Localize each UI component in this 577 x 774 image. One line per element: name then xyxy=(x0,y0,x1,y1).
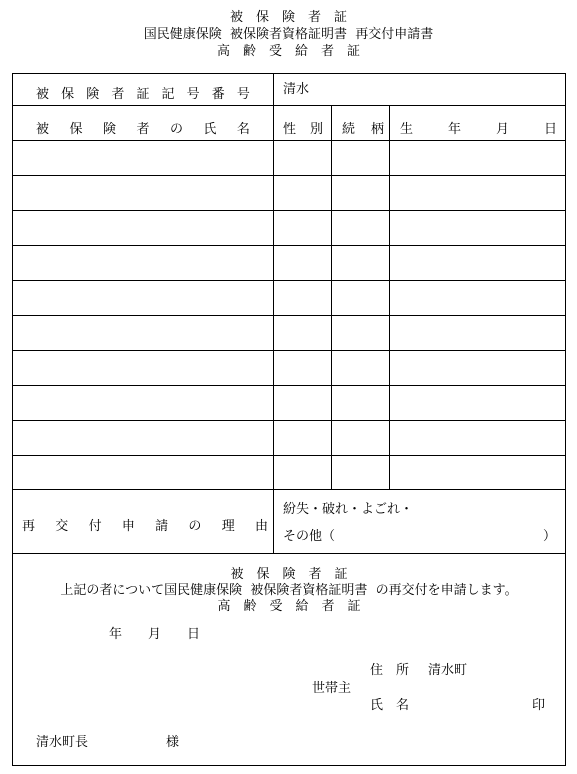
number-label-char: 号 xyxy=(236,87,250,102)
col-name-char: 険 xyxy=(102,122,116,137)
row-3-name-cell[interactable] xyxy=(13,211,273,245)
number-label xyxy=(36,83,250,102)
col-name-char: 保 xyxy=(69,122,83,137)
row-4-name-cell[interactable] xyxy=(13,246,273,280)
addressee: 清水町長 xyxy=(36,735,89,750)
number-label-char: 険 xyxy=(86,87,100,102)
row-divider xyxy=(12,553,566,554)
col-sex-header xyxy=(283,118,323,137)
address-label: 住 所 xyxy=(370,663,410,678)
col-relation-char: 柄 xyxy=(370,122,384,137)
row-1-sex-cell[interactable] xyxy=(274,141,331,175)
seal-mark: 印 xyxy=(532,698,546,713)
col-relation-header xyxy=(342,118,384,137)
col-name-char: 氏 xyxy=(203,122,217,137)
row-8-relation-cell[interactable] xyxy=(332,386,389,420)
row-divider xyxy=(12,105,566,106)
col-name-char: 名 xyxy=(236,122,250,137)
reason-label xyxy=(22,515,268,534)
col-sex-char: 性 xyxy=(283,122,297,137)
number-label-char: 証 xyxy=(136,87,150,102)
row-1-name-cell[interactable] xyxy=(13,141,273,175)
col-name-char: 者 xyxy=(136,122,150,137)
row-7-sex-cell[interactable] xyxy=(274,351,331,385)
row-4-sex-cell[interactable] xyxy=(274,246,331,280)
row-7-name-cell[interactable] xyxy=(13,351,273,385)
reason-label-char: の xyxy=(188,519,202,534)
col-birth-header xyxy=(400,118,557,137)
row-6-birth-cell[interactable] xyxy=(390,316,565,350)
row-6-relation-cell[interactable] xyxy=(332,316,389,350)
col-relation-char: 続 xyxy=(342,122,356,137)
header-line-2: 国民健康保険 被保険者資格証明書 再交付申請書 xyxy=(143,27,434,42)
number-label-char: 被 xyxy=(36,87,50,102)
row-9-relation-cell[interactable] xyxy=(332,421,389,455)
reason-other: その他（ xyxy=(283,529,336,544)
row-3-sex-cell[interactable] xyxy=(274,211,331,245)
row-2-name-cell[interactable] xyxy=(13,176,273,210)
number-value: 清水 xyxy=(283,82,310,97)
row-5-name-cell[interactable] xyxy=(13,281,273,315)
number-label-char: 番 xyxy=(211,87,225,102)
row-2-relation-cell[interactable] xyxy=(332,176,389,210)
row-10-sex-cell[interactable] xyxy=(274,456,331,490)
col-name-header xyxy=(36,118,250,137)
reason-label-char: 申 xyxy=(121,519,135,534)
number-label-char: 者 xyxy=(111,87,125,102)
number-label-char: 記 xyxy=(161,87,175,102)
row-9-name-cell[interactable] xyxy=(13,421,273,455)
reason-close-paren: ） xyxy=(543,529,557,544)
statement-line-3: 高 齢 受 給 者 証 xyxy=(217,599,361,614)
reason-label-char: 由 xyxy=(254,519,268,534)
row-5-birth-cell[interactable] xyxy=(390,281,565,315)
row-3-relation-cell[interactable] xyxy=(332,211,389,245)
reason-label-char: 理 xyxy=(221,519,235,534)
statement-line-1: 被 保 険 者 証 xyxy=(230,567,348,582)
row-8-birth-cell[interactable] xyxy=(390,386,565,420)
reason-label-char: 交 xyxy=(55,519,69,534)
row-2-sex-cell[interactable] xyxy=(274,176,331,210)
honorific: 様 xyxy=(166,735,180,750)
birth-label-month: 月 xyxy=(495,122,509,137)
birth-label-year-prefix: 生 xyxy=(400,122,414,137)
row-6-sex-cell[interactable] xyxy=(274,316,331,350)
row-5-relation-cell[interactable] xyxy=(332,281,389,315)
row-2-birth-cell[interactable] xyxy=(390,176,565,210)
birth-label-year: 年 xyxy=(447,122,461,137)
number-label-char: 号 xyxy=(186,87,200,102)
row-10-birth-cell[interactable] xyxy=(390,456,565,490)
header-line-1: 被 保 険 者 証 xyxy=(229,10,347,25)
reason-label-char: 再 xyxy=(22,519,36,534)
row-9-birth-cell[interactable] xyxy=(390,421,565,455)
name-label: 氏 名 xyxy=(370,698,410,713)
reason-label-char: 付 xyxy=(88,519,102,534)
address-value: 清水町 xyxy=(428,663,468,678)
row-8-sex-cell[interactable] xyxy=(274,386,331,420)
row-8-name-cell[interactable] xyxy=(13,386,273,420)
row-3-birth-cell[interactable] xyxy=(390,211,565,245)
row-7-birth-cell[interactable] xyxy=(390,351,565,385)
row-1-birth-cell[interactable] xyxy=(390,141,565,175)
col-name-char: の xyxy=(169,122,183,137)
number-label-char: 保 xyxy=(61,87,75,102)
row-7-relation-cell[interactable] xyxy=(332,351,389,385)
header-line-3: 高 齢 受 給 者 証 xyxy=(216,44,360,59)
statement-line-2: 上記の者について国民健康保険 被保険者資格証明書 の再交付を申請します。 xyxy=(60,583,518,598)
row-4-relation-cell[interactable] xyxy=(332,246,389,280)
birth-label-day: 日 xyxy=(543,122,557,137)
row-9-sex-cell[interactable] xyxy=(274,421,331,455)
householder-label: 世帯主 xyxy=(312,681,352,696)
row-10-name-cell[interactable] xyxy=(13,456,273,490)
row-4-birth-cell[interactable] xyxy=(390,246,565,280)
reason-label-char: 請 xyxy=(155,519,169,534)
date-field: 年 月 日 xyxy=(109,627,201,642)
col-sex-char: 別 xyxy=(309,122,323,137)
row-1-relation-cell[interactable] xyxy=(332,141,389,175)
reason-line-1: 紛失・破れ・よごれ・ xyxy=(283,502,414,517)
col-name-char: 被 xyxy=(36,122,50,137)
row-6-name-cell[interactable] xyxy=(13,316,273,350)
row-5-sex-cell[interactable] xyxy=(274,281,331,315)
row-10-relation-cell[interactable] xyxy=(332,456,389,490)
